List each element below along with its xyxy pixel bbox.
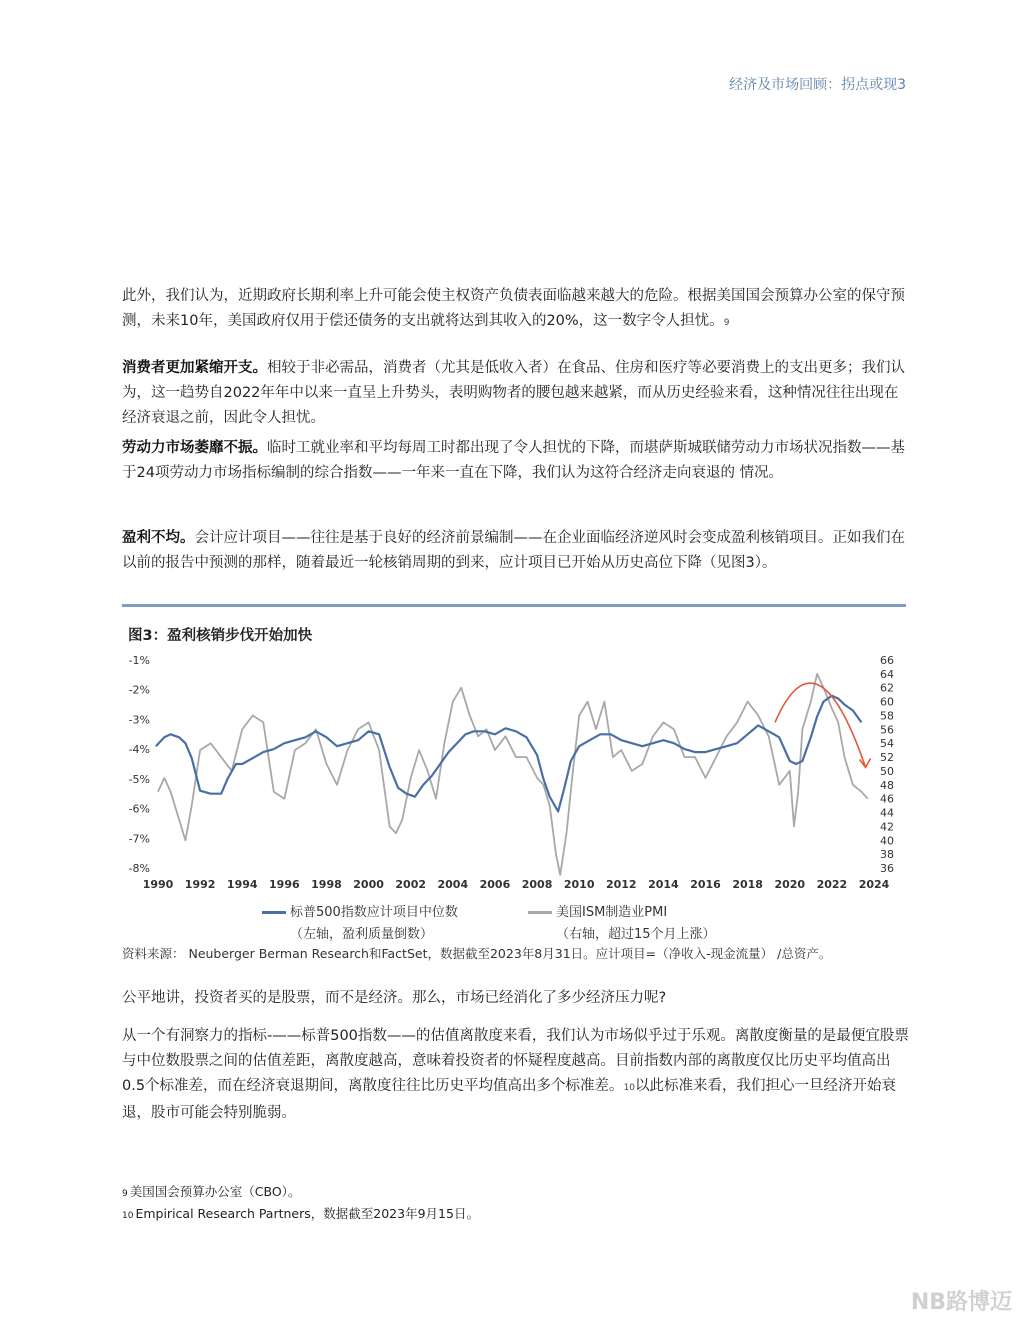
right-axis-tick: 54 [880,737,894,751]
paragraph-6-text: 从一个有洞察力的指标-——标普500指数——的估值离散度来看，我们认为市场似乎过于乐观。离散度衡量的是最便宜股票与中位数股票之间的估值差距，离散度越高，意味着投资者的怀疑程度越高。目前指数内部的离散度仅比历史平均值高出0.5个标准差，而在经济衰退期间，离散度往往比历史平均值高出多个标准差。 [122,1028,909,1094]
left-axis-tick: -5% [128,772,150,786]
right-axis-tick: 64 [880,667,894,681]
right-axis-tick: 38 [880,848,894,862]
series-pmi-line [158,674,868,875]
paragraph-2-heading: 消费者更加紧缩开支。 [122,360,267,376]
right-axis-tick: 44 [880,806,894,820]
annotation-arrow [775,683,866,767]
annotation-arrowhead [860,758,871,767]
right-axis-tick: 56 [880,723,894,737]
left-axis-tick: -2% [128,683,150,697]
paragraph-6 [122,1024,912,1126]
left-axis-tick: -8% [128,862,150,875]
right-axis-tick: 58 [880,709,894,723]
x-axis-tick: 2010 [563,878,595,891]
x-axis-tick: 2024 [858,878,890,891]
running-header: 经济及市场回顾：拐点或现3 [729,77,906,93]
x-axis-tick: 2006 [479,878,511,891]
legend-series-1-label: 标普500指数应计项目中位数 [290,905,458,920]
x-axis-tick: 1990 [142,878,174,891]
x-axis-tick: 2000 [353,878,384,891]
figure-divider [122,604,906,607]
footnote-10-number: 10 [122,1211,134,1221]
paragraph-2-text: 相较于非必需品，消费者（尤其是低收入者）在食品、住房和医疗等必要消费上的支出更多；我们认为，这一趋势自2022年年中以来一直呈上升势头，表明购物者的腰包越来越紧，而从历史经验来看，这种情况往往出现在经济衰退之前，因此令人担忧。 [122,360,905,426]
paragraph-4-heading: 盈利不均。 [122,530,195,546]
watermark-logo: NB路博迈 [910,1290,1012,1315]
right-axis-tick: 42 [880,820,894,834]
paragraph-2 [122,356,912,431]
legend-series-2 [528,902,716,946]
right-axis-tick: 40 [880,834,894,848]
x-axis-tick: 2012 [605,878,637,891]
footnote-10-text: Empirical Research Partners，数据截至2023年9月15日。 [135,1206,479,1221]
figure-title: 图3：盈利核销步伐开始加快 [128,628,313,644]
x-axis-tick: 1992 [184,878,216,891]
legend-series-2-label: 美国ISM制造业PMI [556,905,668,920]
footnote-9 [122,1182,300,1200]
footnote-9-text: 美国国会预算办公室（CBO）。 [129,1184,301,1199]
right-axis-tick: 36 [880,862,894,875]
legend-series-1 [262,902,458,946]
paragraph-3-text: 临时工就业率和平均每周工时都出现了令人担忧的下降，而堪萨斯城联储劳动力市场状况指数——基于24项劳动力市场指标编制的综合指数——一年来一直在下降，我们认为这符合经济走向衰退的 情况。 [122,440,905,481]
paragraph-1 [122,284,912,336]
left-axis-tick: -4% [128,743,150,757]
x-axis-tick: 1994 [226,878,258,891]
footnote-9-number: 9 [122,1189,128,1199]
right-axis-tick: 62 [880,681,894,695]
paragraph-5: 公平地讲，投资者买的是股票，而不是经济。那么，市场已经消化了多少经济压力呢? [122,990,667,1006]
legend-swatch-gray [528,911,552,914]
paragraph-1-text: 此外，我们认为，近期政府长期利率上升可能会使主权资产负债表面临越来越大的危险。根据美国国会预算办公室的保守预测，未来10年，美国政府仅用于偿还债务的支出就将达到其收入的20%，这一数字令人担忧。 [122,288,905,329]
right-axis-tick: 52 [880,751,894,765]
x-axis-tick: 2022 [816,878,848,891]
x-axis-tick: 2018 [732,878,763,891]
accruals-pmi-chart [118,648,908,898]
footnote-ref-10[interactable]: 10 [623,1083,636,1093]
x-axis-tick: 2020 [774,878,806,891]
x-axis-tick: 1996 [269,878,300,891]
paragraph-4-text: 会计应计项目——往往是基于良好的经济前景编制——在企业面临经济逆风时会变成盈利核销项目。正如我们在以前的报告中预测的那样，随着最近一轮核销周期的到来，应计项目已开始从历史高位下降（见图3）。 [122,530,905,571]
paragraph-3-heading: 劳动力市场萎靡不振。 [122,440,267,456]
figure-source: 资料来源： Neuberger Berman Research和FactSet，数据截至2023年8月31日。应计项目=（净收入-现金流量） /总资产。 [122,946,832,961]
right-axis-tick: 50 [880,764,894,778]
paragraph-4 [122,526,912,576]
left-axis-tick: -7% [128,832,150,846]
left-axis-tick: -6% [128,802,150,816]
right-axis-tick: 66 [880,654,894,667]
left-axis-tick: -3% [128,713,150,727]
x-axis-tick: 2014 [648,878,679,891]
legend-series-2-sub: （右轴，超过15个月上涨） [556,927,716,942]
x-axis-tick: 1998 [311,878,342,891]
x-axis-tick: 2008 [521,878,553,891]
right-axis-tick: 46 [880,792,894,806]
x-axis-tick: 2002 [395,878,427,891]
left-axis-tick: -1% [128,654,150,667]
paragraph-3 [122,436,912,486]
footnote-10 [122,1204,479,1222]
paragraph-6-tail: 以此标准来看，我们担心一旦经济开始衰退，股市可能会特别脆弱。 [122,1078,897,1121]
legend-series-1-sub: （左轴，盈利质量倒数） [290,927,434,942]
right-axis-tick: 48 [880,778,894,792]
x-axis-tick: 2004 [437,878,469,891]
legend-swatch-blue [262,911,286,914]
footnote-ref-9[interactable]: 9 [723,318,730,328]
right-axis-tick: 60 [880,695,894,709]
x-axis-tick: 2016 [690,878,721,891]
